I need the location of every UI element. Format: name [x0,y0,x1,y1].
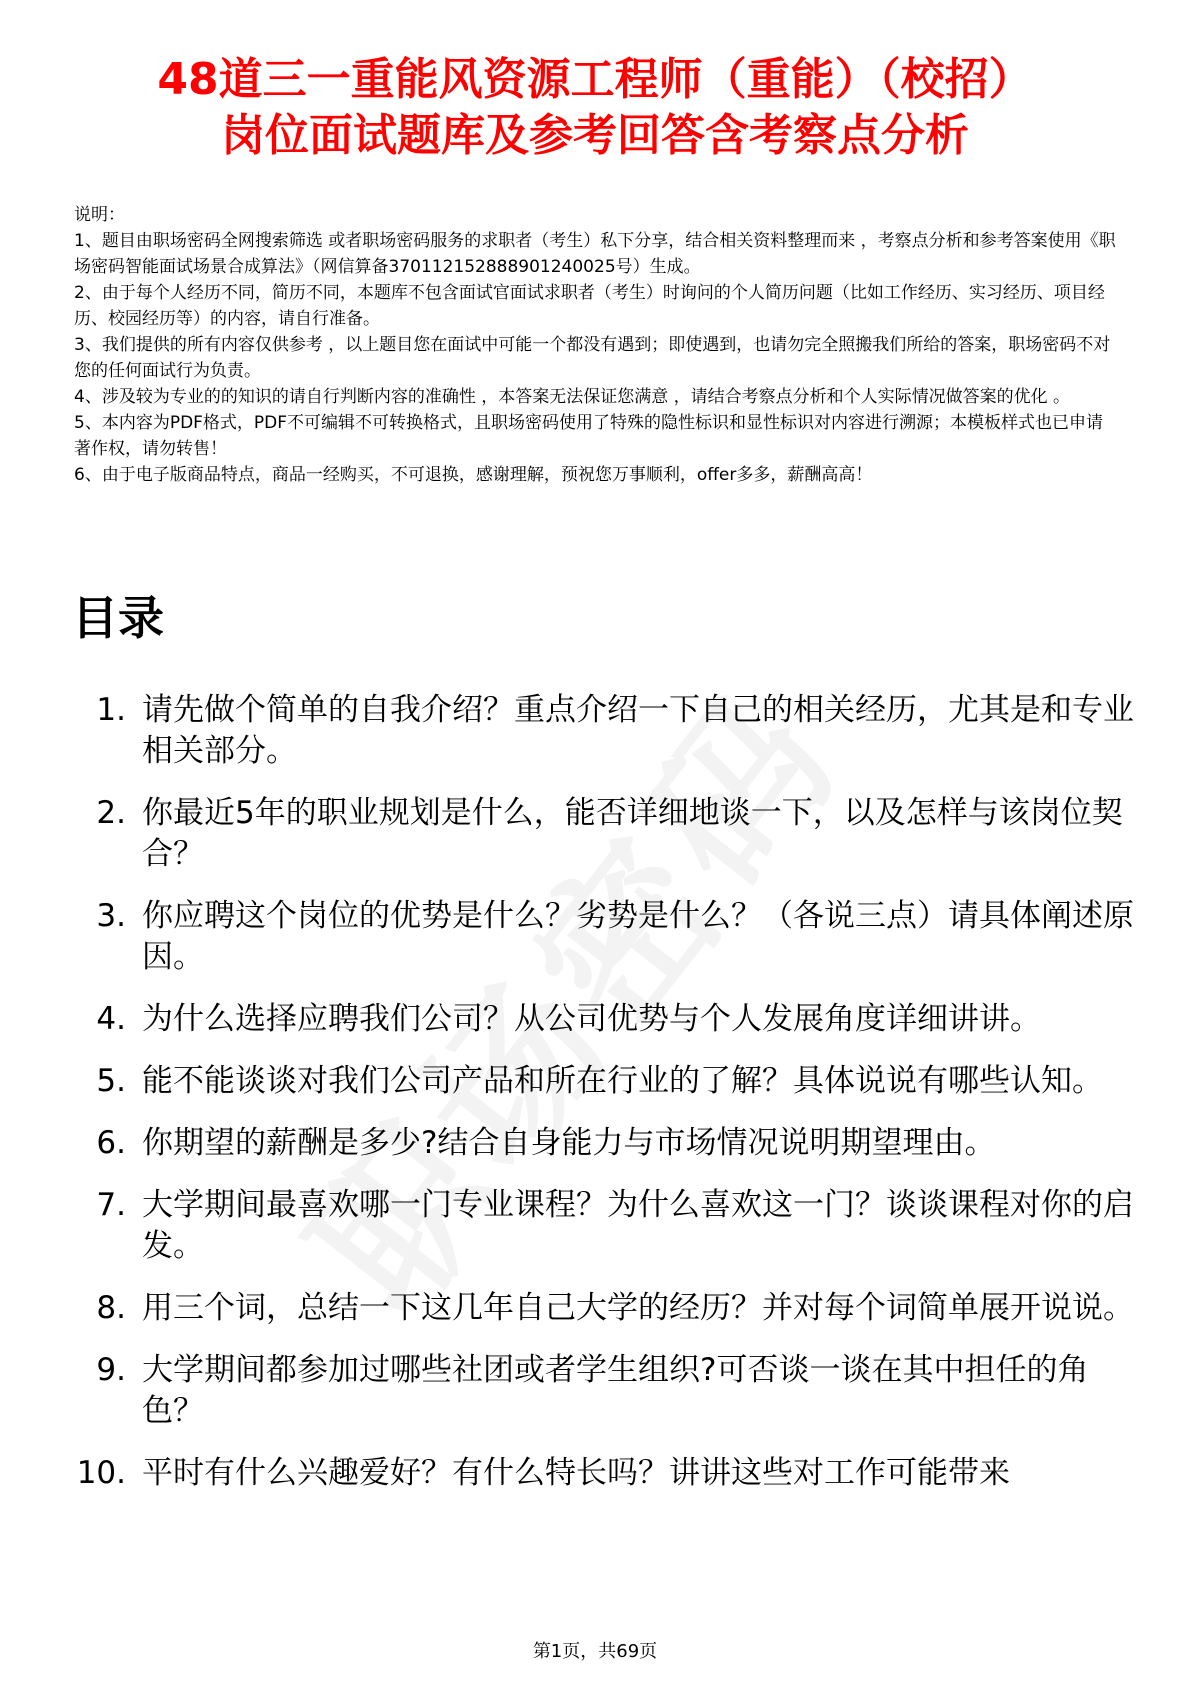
title-line-2: 岗位面试题库及参考回答含考察点分析 [221,110,969,161]
toc-item[interactable] [70,896,1134,978]
toc-item-text: 为什么选择应聘我们公司？从公司优势与个人发展角度详细讲讲。 [142,1001,1041,1037]
note-item: 5、本内容为PDF格式，PDF不可编辑不可转换格式，且职场密码使用了特殊的隐性标识和显性标识对内容进行溯源；本模板样式也已申请著作权，请勿转售！ [74,413,1104,459]
note-item: 6、由于电子版商品特点，商品一经购买，不可退换，感谢理解，预祝您万事顺利，offer多多，薪酬高高！ [74,465,873,485]
toc-item-number: 1. [96,692,126,728]
toc-item[interactable] [70,999,1134,1040]
toc-item[interactable] [70,690,1134,772]
document-title [40,52,1150,164]
notes-label: 说明： [74,205,125,225]
note-item: 1、题目由职场密码全网搜索筛选 或者职场密码服务的求职者（考生）私下分享，结合相关资料整理而来 ，考察点分析和参考答案使用《职场密码智能面试场景合成算法》（网信算备370112152888901240025号）生成。 [74,231,1116,277]
notes-section [74,202,1120,488]
toc-item[interactable] [70,1453,1134,1494]
toc-item[interactable] [70,1123,1134,1164]
toc-item-number: 3. [96,898,126,934]
toc-item-text: 你最近5年的职业规划是什么，能否详细地谈一下，以及怎样与该岗位契合？ [142,795,1123,872]
toc-item-number: 7. [96,1187,126,1223]
toc-item-number: 5. [96,1063,126,1099]
toc-item-number: 9. [96,1352,126,1388]
toc-item-text: 你应聘这个岗位的优势是什么？劣势是什么？（各说三点）请具体阐述原因。 [142,898,1134,975]
toc-item-number: 10. [76,1455,126,1491]
toc-item-number: 4. [96,1001,126,1037]
toc-item-text: 能不能谈谈对我们公司产品和所在行业的了解？具体说说有哪些认知。 [142,1063,1103,1099]
toc-heading: 目录 [72,591,164,645]
toc-item[interactable] [70,1288,1134,1329]
note-item: 4、涉及较为专业的的知识的请自行判断内容的准确性 ，本答案无法保证您满意 ，请结合考察点分析和个人实际情况做答案的优化 。 [74,387,1071,407]
toc-item-number: 2. [96,795,126,831]
toc-item[interactable] [70,793,1134,875]
toc-list [70,690,1134,1515]
toc-item[interactable] [70,1061,1134,1102]
toc-item-number: 6. [96,1125,126,1161]
title-line-1: 48道三一重能风资源工程师（重能）（校招） [157,54,1033,105]
note-item: 3、我们提供的所有内容仅供参考 ，以上题目您在面试中可能一个都没有遇到；即使遇到，也请勿完全照搬我们所给的答案，职场密码不对您的任何面试行为负责。 [74,335,1111,381]
toc-item-text: 大学期间最喜欢哪一门专业课程？为什么喜欢这一门？谈谈课程对你的启发。 [142,1187,1134,1264]
toc-item-number: 8. [96,1290,126,1326]
page-footer: 第1页，共69页 [532,1641,658,1662]
toc-item-text: 你期望的薪酬是多少?结合自身能力与市场情况说明期望理由。 [142,1125,996,1161]
note-item: 2、由于每个人经历不同，简历不同，本题库不包含面试官面试求职者（考生）时询问的个人简历问题（比如工作经历、实习经历、项目经历、校园经历等）的内容，请自行准备。 [74,283,1105,329]
toc-item[interactable] [70,1185,1134,1267]
toc-item[interactable] [70,1350,1134,1432]
toc-item-text: 用三个词，总结一下这几年自己大学的经历？并对每个词简单展开说说。 [142,1290,1134,1326]
toc-item-text: 请先做个简单的自我介绍？重点介绍一下自己的相关经历，尤其是和专业相关部分。 [142,692,1134,769]
toc-item-text: 平时有什么兴趣爱好？有什么特长吗？讲讲这些对工作可能带来 [142,1455,1010,1491]
toc-item-text: 大学期间都参加过哪些社团或者学生组织?可否谈一谈在其中担任的角色？ [142,1352,1089,1429]
